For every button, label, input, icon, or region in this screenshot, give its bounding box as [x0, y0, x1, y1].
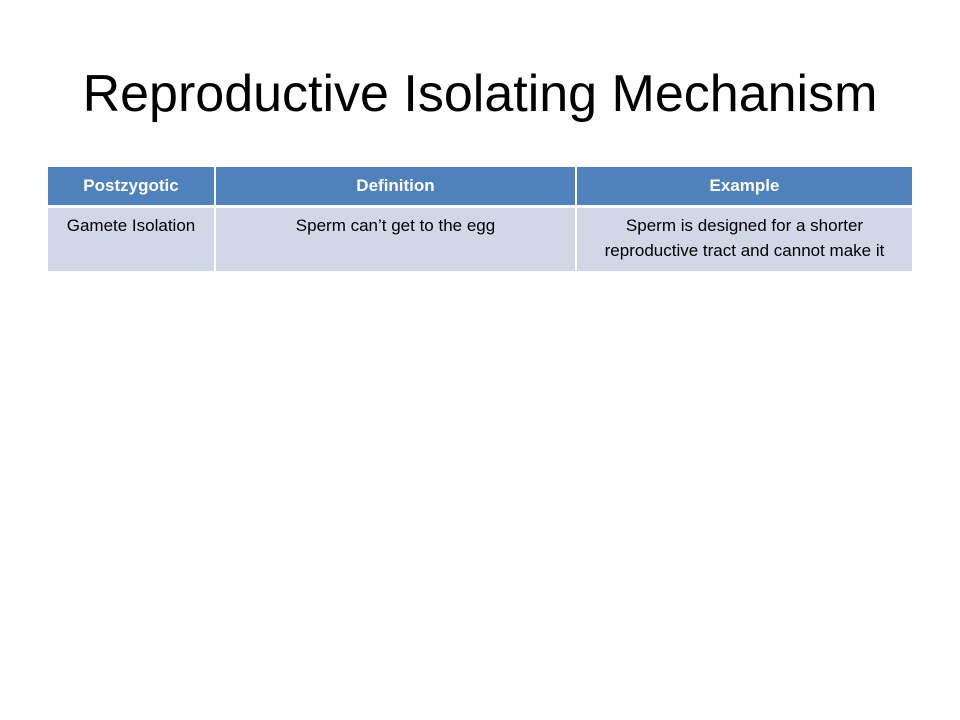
column-header-definition: Definition: [215, 167, 576, 207]
isolation-table: [48, 167, 912, 271]
table-body: [48, 207, 912, 272]
cell-example: Sperm is designed for a shorter reproductive tract and cannot make it: [576, 207, 912, 272]
column-header-postzygotic: Postzygotic: [48, 167, 215, 207]
slide-title: Reproductive Isolating Mechanism: [82, 65, 878, 123]
table-container: [48, 167, 912, 271]
cell-definition: Sperm can’t get to the egg: [215, 207, 576, 272]
table-row: [48, 207, 912, 272]
cell-mechanism: Gamete Isolation: [48, 207, 215, 272]
column-header-example: Example: [576, 167, 912, 207]
header-row: [48, 167, 912, 207]
table-header: [48, 167, 912, 207]
